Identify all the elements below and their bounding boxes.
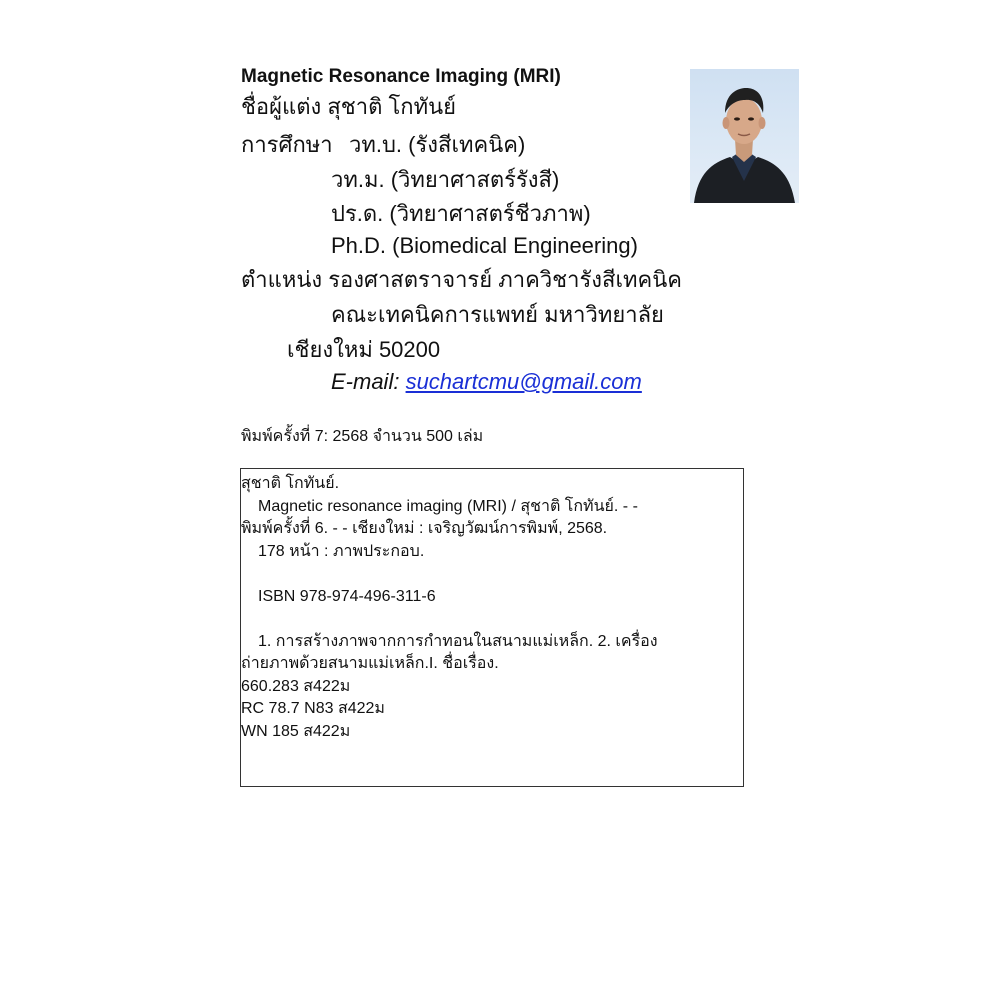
- cip-line-subjects-1: 1. การสร้างภาพจากการกำทอนในสนามแม่เหล็ก. 2. เครื่อง: [258, 632, 658, 650]
- author-photo: [690, 69, 799, 203]
- education-degree-4: Ph.D. (Biomedical Engineering): [331, 233, 638, 258]
- cip-line-subjects-2: ถ่ายภาพด้วยสนามแม่เหล็ก.I. ชื่อเรื่อง.: [241, 655, 499, 672]
- city-line: เชียงใหม่ 50200: [287, 337, 441, 362]
- cip-line-pages: 178 หน้า : ภาพประกอบ.: [258, 542, 425, 560]
- email-line: [331, 368, 642, 396]
- education-degree-2: วท.ม. (วิทยาศาสตร์รังสี): [331, 167, 560, 192]
- cip-line-class-2: RC 78.7 N83 ส422ม: [241, 700, 385, 717]
- cip-line-class-1: 660.283 ส422ม: [241, 677, 351, 695]
- cip-record-box: [240, 468, 744, 787]
- email-label: E-mail:: [331, 369, 406, 394]
- cip-line-edition: พิมพ์ครั้งที่ 6. - - เชียงใหม่ : เจริญวัฒน์การพิมพ์, 2568.: [241, 520, 608, 537]
- author-name-line: ชื่อผู้แต่ง สุชาติ โกทันย์: [241, 94, 457, 119]
- position-line: ตำแหน่ง รองศาสตราจารย์ ภาควิชารังสีเทคนิค: [241, 267, 682, 292]
- faculty-line: คณะเทคนิคการแพทย์ มหาวิทยาลัย: [331, 302, 664, 327]
- education-label: การศึกษา: [241, 132, 333, 157]
- cip-line-author: สุชาติ โกทันย์.: [241, 475, 340, 492]
- cip-blank-line: [241, 563, 743, 586]
- cip-line-title: Magnetic resonance imaging (MRI) / สุชาติ โกทันย์. - -: [258, 497, 638, 515]
- education-degree-3: ปร.ด. (วิทยาศาสตร์ชีวภาพ): [331, 201, 591, 226]
- print-info: พิมพ์ครั้งที่ 7: 2568 จำนวน 500 เล่ม: [241, 428, 484, 445]
- cip-blank-line: [241, 608, 743, 631]
- cip-line-class-3: WN 185 ส422ม: [241, 722, 351, 740]
- book-title: Magnetic Resonance Imaging (MRI): [241, 66, 561, 87]
- education-degree-1: วท.บ. (รังสีเทคนิค): [349, 132, 526, 157]
- email-link[interactable]: suchartcmu@gmail.com: [405, 369, 642, 394]
- cip-line-isbn: ISBN 978-974-496-311-6: [258, 587, 436, 605]
- author-portrait-image: [690, 69, 799, 203]
